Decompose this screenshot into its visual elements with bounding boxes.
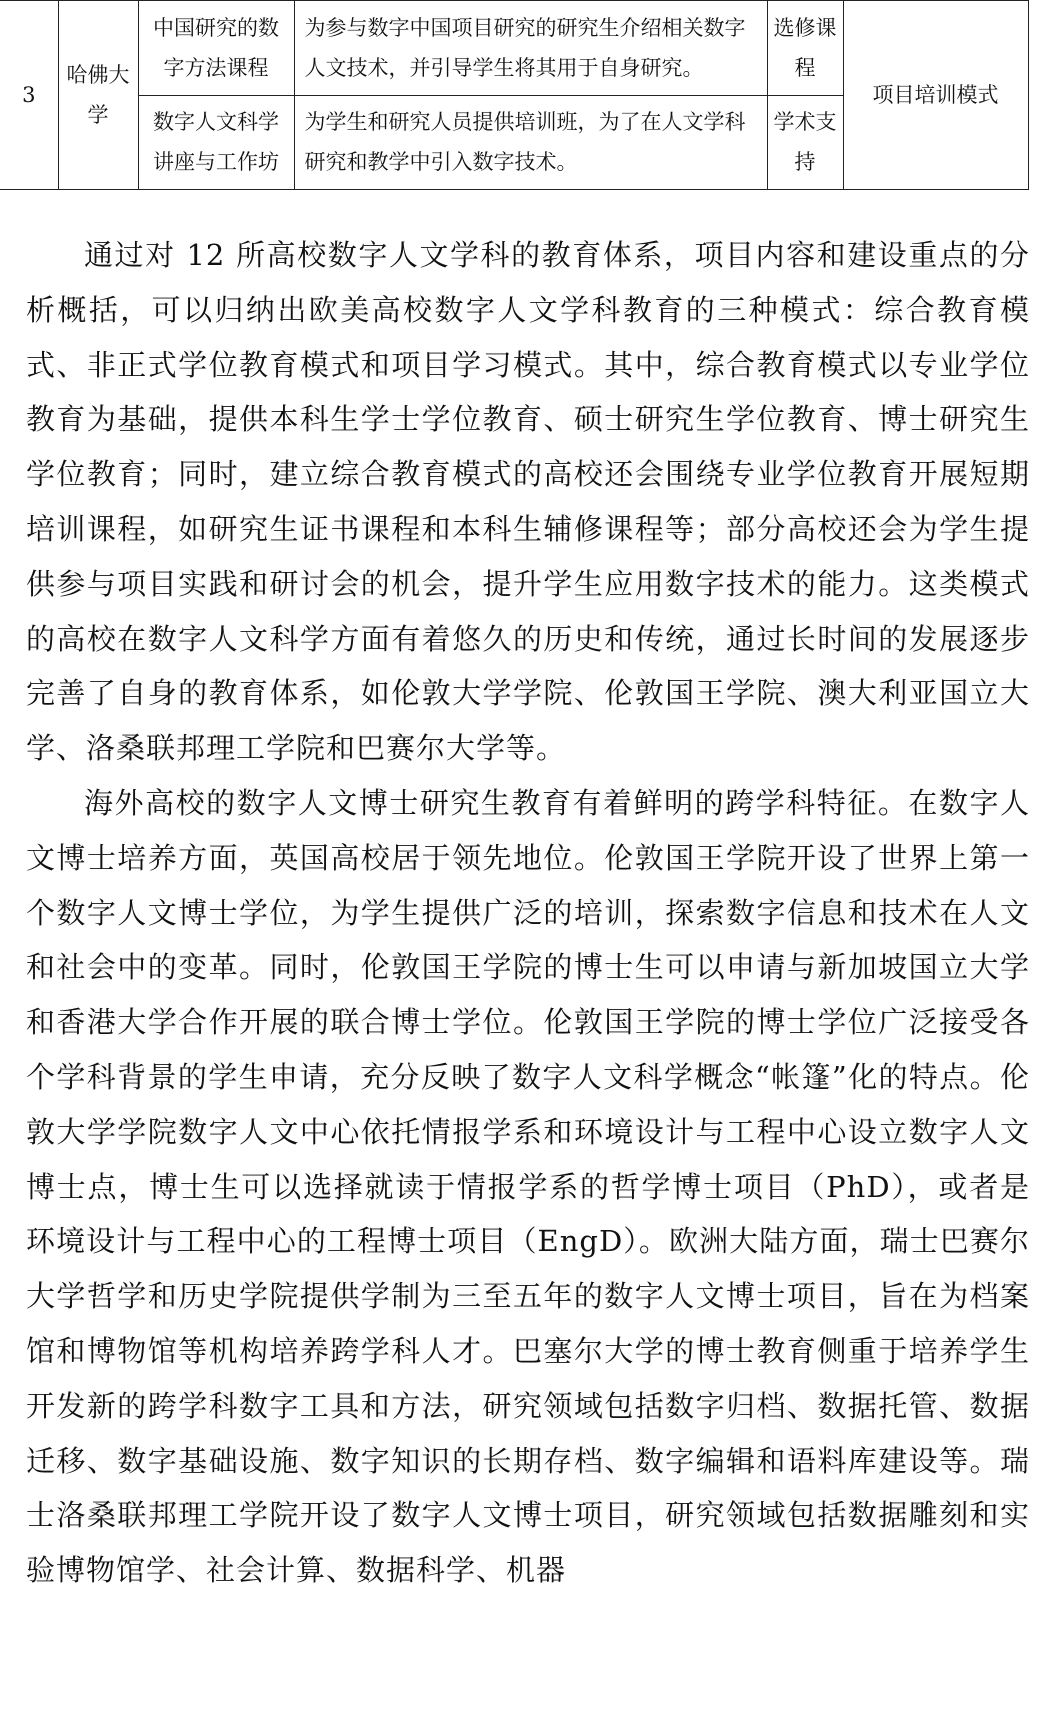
program-name-cell: 数字人文科学讲座与工作坊 — [138, 95, 294, 190]
university-cell: 哈佛大学 — [58, 1, 138, 190]
paragraph-doctoral-education: 海外高校的数字人文博士研究生教育有着鲜明的跨学科特征。在数字人文博士培养方面，英国高校居于领先地位。伦敦国王学院开设了世界上第一个数字人文博士学位，为学生提供广泛的培训，探索数字信息和技术在人文和社会中的变革。同时，伦敦国王学院的博士生可以申请与新加坡国立大学和香港大学合作开展的联合博士学位。伦敦国王学院的博士学位广泛接受各个学科背景的学生申请，充分反映了数字人文科学概念“帐篷”化的特点。伦敦大学学院数字人文中心依托情报学系和环境设计与工程中心设立数字人文博士点，博士生可以选择就读于情报学系的哲学博士项目（PhD），或者是环境设计与工程中心的工程博士项目（EngD）。欧洲大陆方面，瑞士巴赛尔大学哲学和历史学院提供学制为三至五年的数字人文博士项目，旨在为档案馆和博物馆等机构培养跨学科人才。巴塞尔大学的博士教育侧重于培养学生开发新的跨学科数字工具和方法，研究领域包括数字归档、数据托管、数据迁移、数字基础设施、数字知识的长期存档、数字编辑和语料库建设等。瑞士洛桑联邦理工学院开设了数字人文博士项目，研究领域包括数据雕刻和实验博物馆学、社会计算、数据科学、机器 — [26, 785, 1030, 1588]
program-type-cell: 学术支持 — [767, 95, 843, 190]
university-program-table — [0, 0, 1029, 190]
paragraph-education-models: 通过对 12 所高校数字人文学科的教育体系，项目内容和建设重点的分析概括，可以归纳出欧美高校数字人文学科教育的三种模式：综合教育模式、非正式学位教育模式和项目学习模式。其中，综合教育模式以专业学位教育为基础，提供本科生学士学位教育、硕士研究生学位教育、博士研究生学位教育；同时，建立综合教育模式的高校还会围绕专业学位教育开展短期培训课程，如研究生证书课程和本科生辅修课程等；部分高校还会为学生提供参与项目实践和研讨会的机会，提升学生应用数字技术的能力。这类模式的高校在数字人文科学方面有着悠久的历史和传统，通过长时间的发展逐步完善了自身的教育体系，如伦敦大学学院、伦敦国王学院、澳大利亚国立大学、洛桑联邦理工学院和巴赛尔大学等。 — [26, 238, 1030, 766]
education-mode-cell: 项目培训模式 — [843, 1, 1028, 190]
program-type-cell: 选修课程 — [767, 1, 843, 96]
row-number-cell: 3 — [0, 1, 58, 190]
table-row — [0, 1, 1028, 96]
body-text — [26, 228, 1030, 1598]
program-description-cell: 为学生和研究人员提供培训班，为了在人文学科研究和教学中引入数字技术。 — [294, 95, 767, 190]
program-name-cell: 中国研究的数字方法课程 — [138, 1, 294, 96]
program-description-cell: 为参与数字中国项目研究的研究生介绍相关数字人文技术，并引导学生将其用于自身研究。 — [294, 1, 767, 96]
